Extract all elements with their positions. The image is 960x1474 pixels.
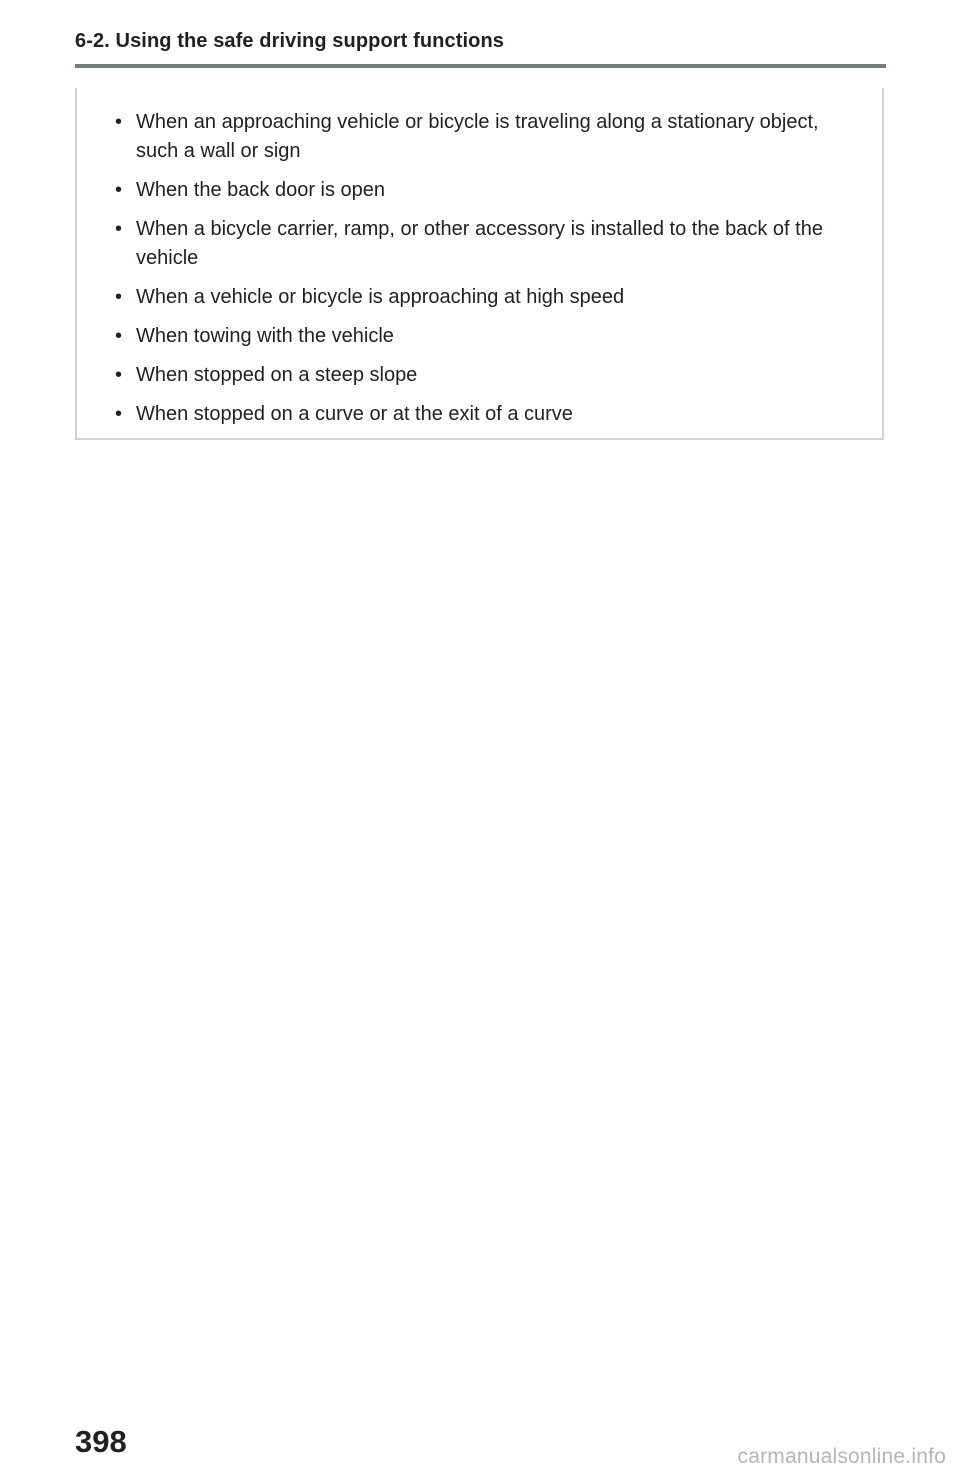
page-number: 398 [75, 1424, 127, 1459]
list-item-text: When towing with the vehicle [136, 325, 394, 347]
bullet-icon: • [115, 111, 123, 133]
list-item-text: When a vehicle or bicycle is approaching at high speed [136, 286, 625, 308]
list-item [115, 322, 855, 351]
watermark: carmanualsonline.info [737, 1445, 946, 1468]
bullet-icon: • [115, 403, 123, 425]
conditions-box [75, 88, 884, 440]
list-item [115, 283, 855, 312]
bullet-icon: • [115, 218, 123, 240]
list-item-text: When stopped on a steep slope [136, 364, 418, 386]
list-item [115, 215, 855, 273]
list-item [115, 108, 855, 166]
bullet-icon: • [115, 179, 123, 201]
list-item-text: When stopped on a curve or at the exit of a curve [136, 403, 573, 425]
list-item [115, 176, 855, 205]
list-item-text: When a bicycle carrier, ramp, or other accessory is installed to the back of the vehicle [136, 218, 823, 269]
list-item [115, 400, 855, 429]
bullet-icon: • [115, 325, 123, 347]
header-divider [75, 64, 886, 68]
list-item-text: When an approaching vehicle or bicycle is traveling along a stationary object, such a wall or sign [136, 111, 819, 162]
conditions-list [115, 108, 855, 439]
section-title: 6-2. Using the safe driving support functions [75, 30, 504, 52]
list-item-text: When the back door is open [136, 179, 386, 201]
bullet-icon: • [115, 364, 123, 386]
list-item [115, 361, 855, 390]
bullet-icon: • [115, 286, 123, 308]
